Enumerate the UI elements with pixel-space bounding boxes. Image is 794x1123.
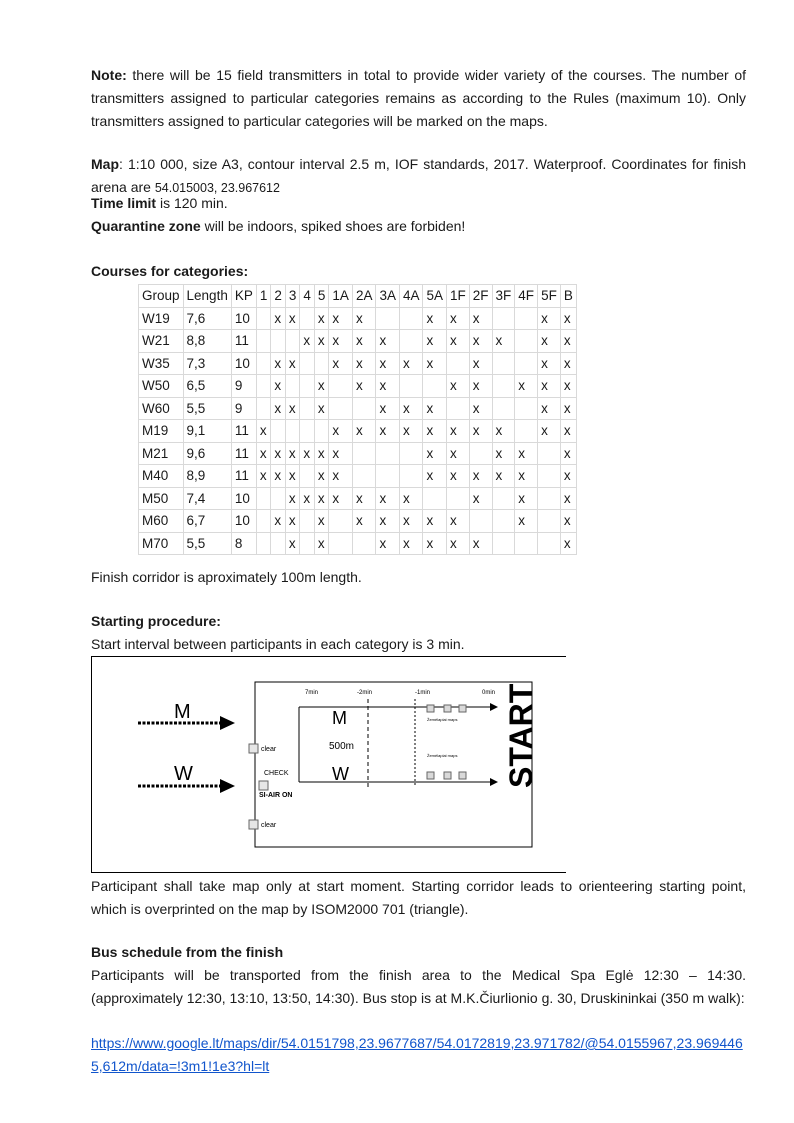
table-cell: x <box>285 487 300 510</box>
table-cell: x <box>469 375 492 398</box>
table-header-cell: 4F <box>515 285 538 308</box>
table-cell: x <box>352 352 376 375</box>
table-cell: x <box>271 510 286 533</box>
time-minus2: -2min <box>357 690 373 696</box>
table-cell <box>515 397 538 420</box>
table-cell: x <box>376 532 400 555</box>
table-cell <box>469 442 492 465</box>
table-cell: x <box>447 532 470 555</box>
table-cell: x <box>399 420 423 443</box>
table-cell: x <box>423 465 447 488</box>
note-text: there will be 15 field transmitters in total to provide wider variety of the courses. The number of transmitters assigned to particular categories remains as according to the Rules (maximum 10). Only transmitters assigned to particular categories will be marked on the maps. <box>91 67 746 129</box>
time-minus1: -1min <box>415 690 431 696</box>
table-cell <box>447 352 470 375</box>
table-header-cell: 3A <box>376 285 400 308</box>
table-cell <box>256 375 271 398</box>
table-cell: x <box>423 397 447 420</box>
time-limit-line <box>91 192 746 215</box>
map-text: : 1:10 000, size A3, contour interval 2.5 m, IOF standards, 2017. Waterproof. Coordinates for finish arena are <box>91 156 746 195</box>
table-cell: x <box>285 307 300 330</box>
table-cell: x <box>271 397 286 420</box>
table-cell: 5,5 <box>183 397 231 420</box>
table-cell: x <box>314 375 329 398</box>
table-cell: x <box>399 397 423 420</box>
table-cell <box>538 487 561 510</box>
clear-box-bottom <box>249 820 258 829</box>
table-cell: x <box>352 487 376 510</box>
table-header-cell: 1A <box>329 285 353 308</box>
table-cell: M60 <box>139 510 184 533</box>
table-cell: x <box>285 442 300 465</box>
table-cell: 7,6 <box>183 307 231 330</box>
check-box <box>259 781 268 790</box>
table-header-cell: 2A <box>352 285 376 308</box>
table-cell: x <box>560 397 576 420</box>
table-cell: x <box>560 420 576 443</box>
table-cell: x <box>300 487 315 510</box>
table-header-cell: 2 <box>271 285 286 308</box>
start-label: START <box>503 683 539 788</box>
table-cell <box>329 375 353 398</box>
table-cell <box>376 442 400 465</box>
table-cell: 10 <box>231 487 256 510</box>
table-cell <box>399 465 423 488</box>
table-cell <box>515 352 538 375</box>
table-cell: x <box>271 465 286 488</box>
table-header-cell: 4 <box>300 285 315 308</box>
maps-label-bottom: Žemėlapiai maps <box>427 753 458 758</box>
start-diagram-svg <box>92 657 566 872</box>
table-cell: 10 <box>231 307 256 330</box>
table-cell <box>300 465 315 488</box>
table-cell: x <box>314 487 329 510</box>
table-cell: 7,4 <box>183 487 231 510</box>
table-cell: x <box>560 487 576 510</box>
table-row <box>139 330 577 353</box>
table-cell: x <box>300 442 315 465</box>
women-arrow-head <box>220 779 235 793</box>
table-cell: x <box>423 442 447 465</box>
clear-label-top: clear <box>261 746 277 753</box>
table-cell: 11 <box>231 442 256 465</box>
table-cell: x <box>469 487 492 510</box>
table-header-cell: 1 <box>256 285 271 308</box>
table-cell: x <box>376 330 400 353</box>
table-cell: x <box>376 487 400 510</box>
table-cell <box>492 532 515 555</box>
bus-link-block <box>91 1032 746 1078</box>
table-cell: 9 <box>231 397 256 420</box>
table-cell: x <box>399 352 423 375</box>
table-header-cell: 5 <box>314 285 329 308</box>
table-cell: x <box>538 397 561 420</box>
table-cell: M40 <box>139 465 184 488</box>
table-cell <box>492 352 515 375</box>
table-cell <box>515 532 538 555</box>
table-cell <box>256 330 271 353</box>
table-cell: x <box>376 420 400 443</box>
table-header-cell: B <box>560 285 576 308</box>
table-cell <box>300 352 315 375</box>
bus-map-link[interactable]: https://www.google.lt/maps/dir/54.0151798,23.9677687/54.0172819,23.971782/@54.0155967,23.9694465,612m/data=!3m1!1e3?hl=lt <box>91 1035 743 1074</box>
table-cell: x <box>423 352 447 375</box>
map-label: Map <box>91 156 119 172</box>
table-cell <box>492 307 515 330</box>
table-cell: x <box>560 532 576 555</box>
table-header-cell: 5F <box>538 285 561 308</box>
map-box <box>427 705 434 712</box>
table-cell <box>285 375 300 398</box>
map-pickup-text: Participant shall take map only at start moment. Starting corridor leads to orienteering starting point, which is overprinted on the map by ISOM2000 701 (triangle). <box>91 878 746 917</box>
table-cell: x <box>329 420 353 443</box>
table-cell: 8,9 <box>183 465 231 488</box>
table-header-cell: Group <box>139 285 184 308</box>
clear-label-bottom: clear <box>261 822 277 829</box>
bus-heading-text: Bus schedule from the finish <box>91 944 284 960</box>
table-cell <box>399 330 423 353</box>
table-cell <box>271 532 286 555</box>
table-row <box>139 465 577 488</box>
table-cell: x <box>447 330 470 353</box>
table-cell: x <box>352 510 376 533</box>
table-cell: x <box>447 442 470 465</box>
table-cell: x <box>538 307 561 330</box>
table-cell: x <box>447 307 470 330</box>
table-cell: x <box>376 375 400 398</box>
table-cell: W21 <box>139 330 184 353</box>
table-cell <box>329 532 353 555</box>
time-limit-text: is 120 min. <box>156 195 228 211</box>
table-cell <box>300 420 315 443</box>
table-cell: x <box>376 397 400 420</box>
table-cell: x <box>352 420 376 443</box>
table-cell: x <box>469 352 492 375</box>
table-row <box>139 352 577 375</box>
table-header-row <box>139 285 577 308</box>
table-cell: x <box>515 442 538 465</box>
si-air-label: SI-AIR ON <box>259 792 293 799</box>
table-cell <box>300 532 315 555</box>
table-cell: x <box>423 420 447 443</box>
table-cell <box>300 510 315 533</box>
table-cell: 5,5 <box>183 532 231 555</box>
distance-label: 500m <box>329 741 355 752</box>
table-row <box>139 442 577 465</box>
table-cell: 10 <box>231 352 256 375</box>
table-cell: M21 <box>139 442 184 465</box>
table-row <box>139 307 577 330</box>
table-cell <box>352 442 376 465</box>
table-cell <box>271 330 286 353</box>
table-cell <box>423 487 447 510</box>
table-cell: x <box>423 532 447 555</box>
table-cell <box>352 532 376 555</box>
table-cell <box>538 465 561 488</box>
table-cell: x <box>447 420 470 443</box>
table-cell: x <box>399 487 423 510</box>
courses-table <box>138 284 577 555</box>
time-limit-label: Time limit <box>91 195 157 211</box>
table-cell <box>376 307 400 330</box>
starting-heading-text: Starting procedure: <box>91 613 221 629</box>
finish-corridor-note: Finish corridor is aproximately 100m length. <box>91 569 362 585</box>
table-cell: x <box>560 375 576 398</box>
check-label: CHECK <box>264 770 289 777</box>
table-cell: x <box>256 442 271 465</box>
table-cell <box>300 307 315 330</box>
table-cell: x <box>329 487 353 510</box>
table-cell: x <box>469 307 492 330</box>
map-coordinates: 54.015003, 23.967612 <box>154 181 280 195</box>
table-cell: x <box>285 510 300 533</box>
table-cell: x <box>538 352 561 375</box>
table-cell: x <box>423 330 447 353</box>
bus-heading <box>91 941 746 964</box>
table-cell <box>515 330 538 353</box>
starting-heading <box>91 610 746 633</box>
table-cell <box>447 397 470 420</box>
table-cell: x <box>560 352 576 375</box>
table-cell <box>300 375 315 398</box>
table-cell: x <box>492 330 515 353</box>
table-cell: x <box>538 330 561 353</box>
table-header-cell: 5A <box>423 285 447 308</box>
table-cell <box>256 532 271 555</box>
table-cell: x <box>285 532 300 555</box>
table-cell: x <box>314 397 329 420</box>
table-header-cell: Length <box>183 285 231 308</box>
table-cell <box>538 442 561 465</box>
table-cell: x <box>285 352 300 375</box>
table-cell: 6,5 <box>183 375 231 398</box>
table-cell <box>538 510 561 533</box>
table-cell: x <box>515 465 538 488</box>
table-header-cell: 3 <box>285 285 300 308</box>
table-cell: x <box>447 465 470 488</box>
table-cell: x <box>515 510 538 533</box>
table-cell <box>399 442 423 465</box>
table-cell: M19 <box>139 420 184 443</box>
table-cell <box>352 465 376 488</box>
map-box <box>444 705 451 712</box>
table-cell: x <box>469 465 492 488</box>
table-cell: x <box>469 330 492 353</box>
table-cell <box>285 330 300 353</box>
table-cell: x <box>271 307 286 330</box>
table-cell <box>447 487 470 510</box>
quarantine-label: Quarantine zone <box>91 218 201 234</box>
table-cell <box>492 397 515 420</box>
table-cell <box>515 420 538 443</box>
table-cell <box>285 420 300 443</box>
table-cell: x <box>314 442 329 465</box>
table-cell: x <box>329 465 353 488</box>
maps-label-top: Žemėlapiai maps <box>427 717 458 722</box>
table-cell <box>399 307 423 330</box>
table-cell <box>515 307 538 330</box>
table-cell: x <box>300 330 315 353</box>
table-row <box>139 375 577 398</box>
table-cell <box>271 487 286 510</box>
table-cell: 11 <box>231 420 256 443</box>
table-cell: x <box>560 330 576 353</box>
table-row <box>139 532 577 555</box>
map-box <box>459 705 466 712</box>
table-cell <box>314 420 329 443</box>
table-cell: x <box>423 307 447 330</box>
table-cell: x <box>271 442 286 465</box>
table-cell <box>423 375 447 398</box>
table-cell: x <box>329 352 353 375</box>
table-cell <box>314 352 329 375</box>
table-cell <box>492 375 515 398</box>
table-cell: x <box>285 397 300 420</box>
table-cell: x <box>271 375 286 398</box>
quarantine-text: will be indoors, spiked shoes are forbiden! <box>200 218 466 234</box>
table-cell: x <box>469 532 492 555</box>
table-cell: x <box>538 375 561 398</box>
table-header-cell: 4A <box>399 285 423 308</box>
table-cell <box>256 352 271 375</box>
table-cell: x <box>560 465 576 488</box>
men-corridor-label: M <box>332 708 347 728</box>
table-cell: x <box>560 510 576 533</box>
table-header-cell: KP <box>231 285 256 308</box>
women-label: W <box>174 763 193 785</box>
note-label: Note: <box>91 67 127 83</box>
table-cell <box>329 397 353 420</box>
table-cell: x <box>492 442 515 465</box>
table-cell: x <box>314 510 329 533</box>
note-paragraph <box>91 64 746 133</box>
table-row <box>139 420 577 443</box>
table-cell: M50 <box>139 487 184 510</box>
table-cell: x <box>560 442 576 465</box>
table-cell: 8,8 <box>183 330 231 353</box>
table-cell: 6,7 <box>183 510 231 533</box>
bus-text: Participants will be transported from the finish area to the Medical Spa Eglė 12:30 – 14:30. (approximately 12:30, 13:10, 13:50, 14:30). Bus stop is at M.K.Čiurlionio g. 30, Druskininkai (350 m walk): <box>91 967 746 1006</box>
table-cell: x <box>376 352 400 375</box>
quarantine-line <box>91 215 746 238</box>
table-cell: M70 <box>139 532 184 555</box>
time-7min: 7min <box>305 690 319 696</box>
table-cell: 10 <box>231 510 256 533</box>
table-cell <box>376 465 400 488</box>
table-cell: x <box>492 465 515 488</box>
table-cell <box>538 532 561 555</box>
map-box <box>427 772 434 779</box>
table-cell: x <box>256 420 271 443</box>
table-cell: x <box>256 465 271 488</box>
map-box <box>459 772 466 779</box>
table-cell: x <box>423 510 447 533</box>
table-cell: x <box>329 442 353 465</box>
map-box <box>444 772 451 779</box>
table-cell: x <box>515 375 538 398</box>
courses-heading <box>91 260 746 283</box>
table-cell: 11 <box>231 465 256 488</box>
table-cell: W19 <box>139 307 184 330</box>
table-cell: 11 <box>231 330 256 353</box>
table-cell: x <box>376 510 400 533</box>
table-cell: x <box>352 307 376 330</box>
table-cell <box>256 510 271 533</box>
table-cell: x <box>329 307 353 330</box>
table-cell <box>271 420 286 443</box>
table-cell: 9,6 <box>183 442 231 465</box>
table-cell: 8 <box>231 532 256 555</box>
table-cell: x <box>329 330 353 353</box>
table-cell: x <box>560 307 576 330</box>
table-cell <box>352 397 376 420</box>
table-cell: x <box>447 375 470 398</box>
table-cell: 9 <box>231 375 256 398</box>
table-cell: x <box>492 420 515 443</box>
table-cell <box>492 510 515 533</box>
table-cell: x <box>399 532 423 555</box>
table-cell: x <box>271 352 286 375</box>
table-row <box>139 487 577 510</box>
table-header-cell: 3F <box>492 285 515 308</box>
table-cell: x <box>314 307 329 330</box>
table-cell: x <box>285 465 300 488</box>
women-corridor-label: W <box>332 764 349 784</box>
table-header-cell: 2F <box>469 285 492 308</box>
table-cell: x <box>447 510 470 533</box>
table-row <box>139 510 577 533</box>
table-cell: 9,1 <box>183 420 231 443</box>
time-zero: 0min <box>482 690 496 696</box>
table-cell: x <box>352 375 376 398</box>
table-cell: x <box>352 330 376 353</box>
table-cell <box>256 307 271 330</box>
table-cell: W60 <box>139 397 184 420</box>
table-cell: 7,3 <box>183 352 231 375</box>
table-cell <box>256 487 271 510</box>
table-cell: x <box>314 532 329 555</box>
start-interval-text: Start interval between participants in each category is 3 min. <box>91 636 465 652</box>
courses-heading-text: Courses for categories: <box>91 263 249 279</box>
table-cell: x <box>314 330 329 353</box>
table-cell: x <box>399 510 423 533</box>
table-cell: W35 <box>139 352 184 375</box>
table-cell <box>300 397 315 420</box>
men-arrow-head <box>220 716 235 730</box>
table-header-cell: 1F <box>447 285 470 308</box>
table-cell: x <box>469 397 492 420</box>
table-cell: x <box>314 465 329 488</box>
table-cell <box>469 510 492 533</box>
table-cell <box>492 487 515 510</box>
start-procedure-diagram <box>91 656 566 873</box>
table-cell <box>329 510 353 533</box>
table-cell <box>399 375 423 398</box>
table-cell <box>256 397 271 420</box>
table-cell: x <box>515 487 538 510</box>
table-row <box>139 397 577 420</box>
men-label: M <box>174 701 191 723</box>
table-cell: x <box>469 420 492 443</box>
table-cell: W50 <box>139 375 184 398</box>
clear-box-top <box>249 744 258 753</box>
table-cell: x <box>538 420 561 443</box>
